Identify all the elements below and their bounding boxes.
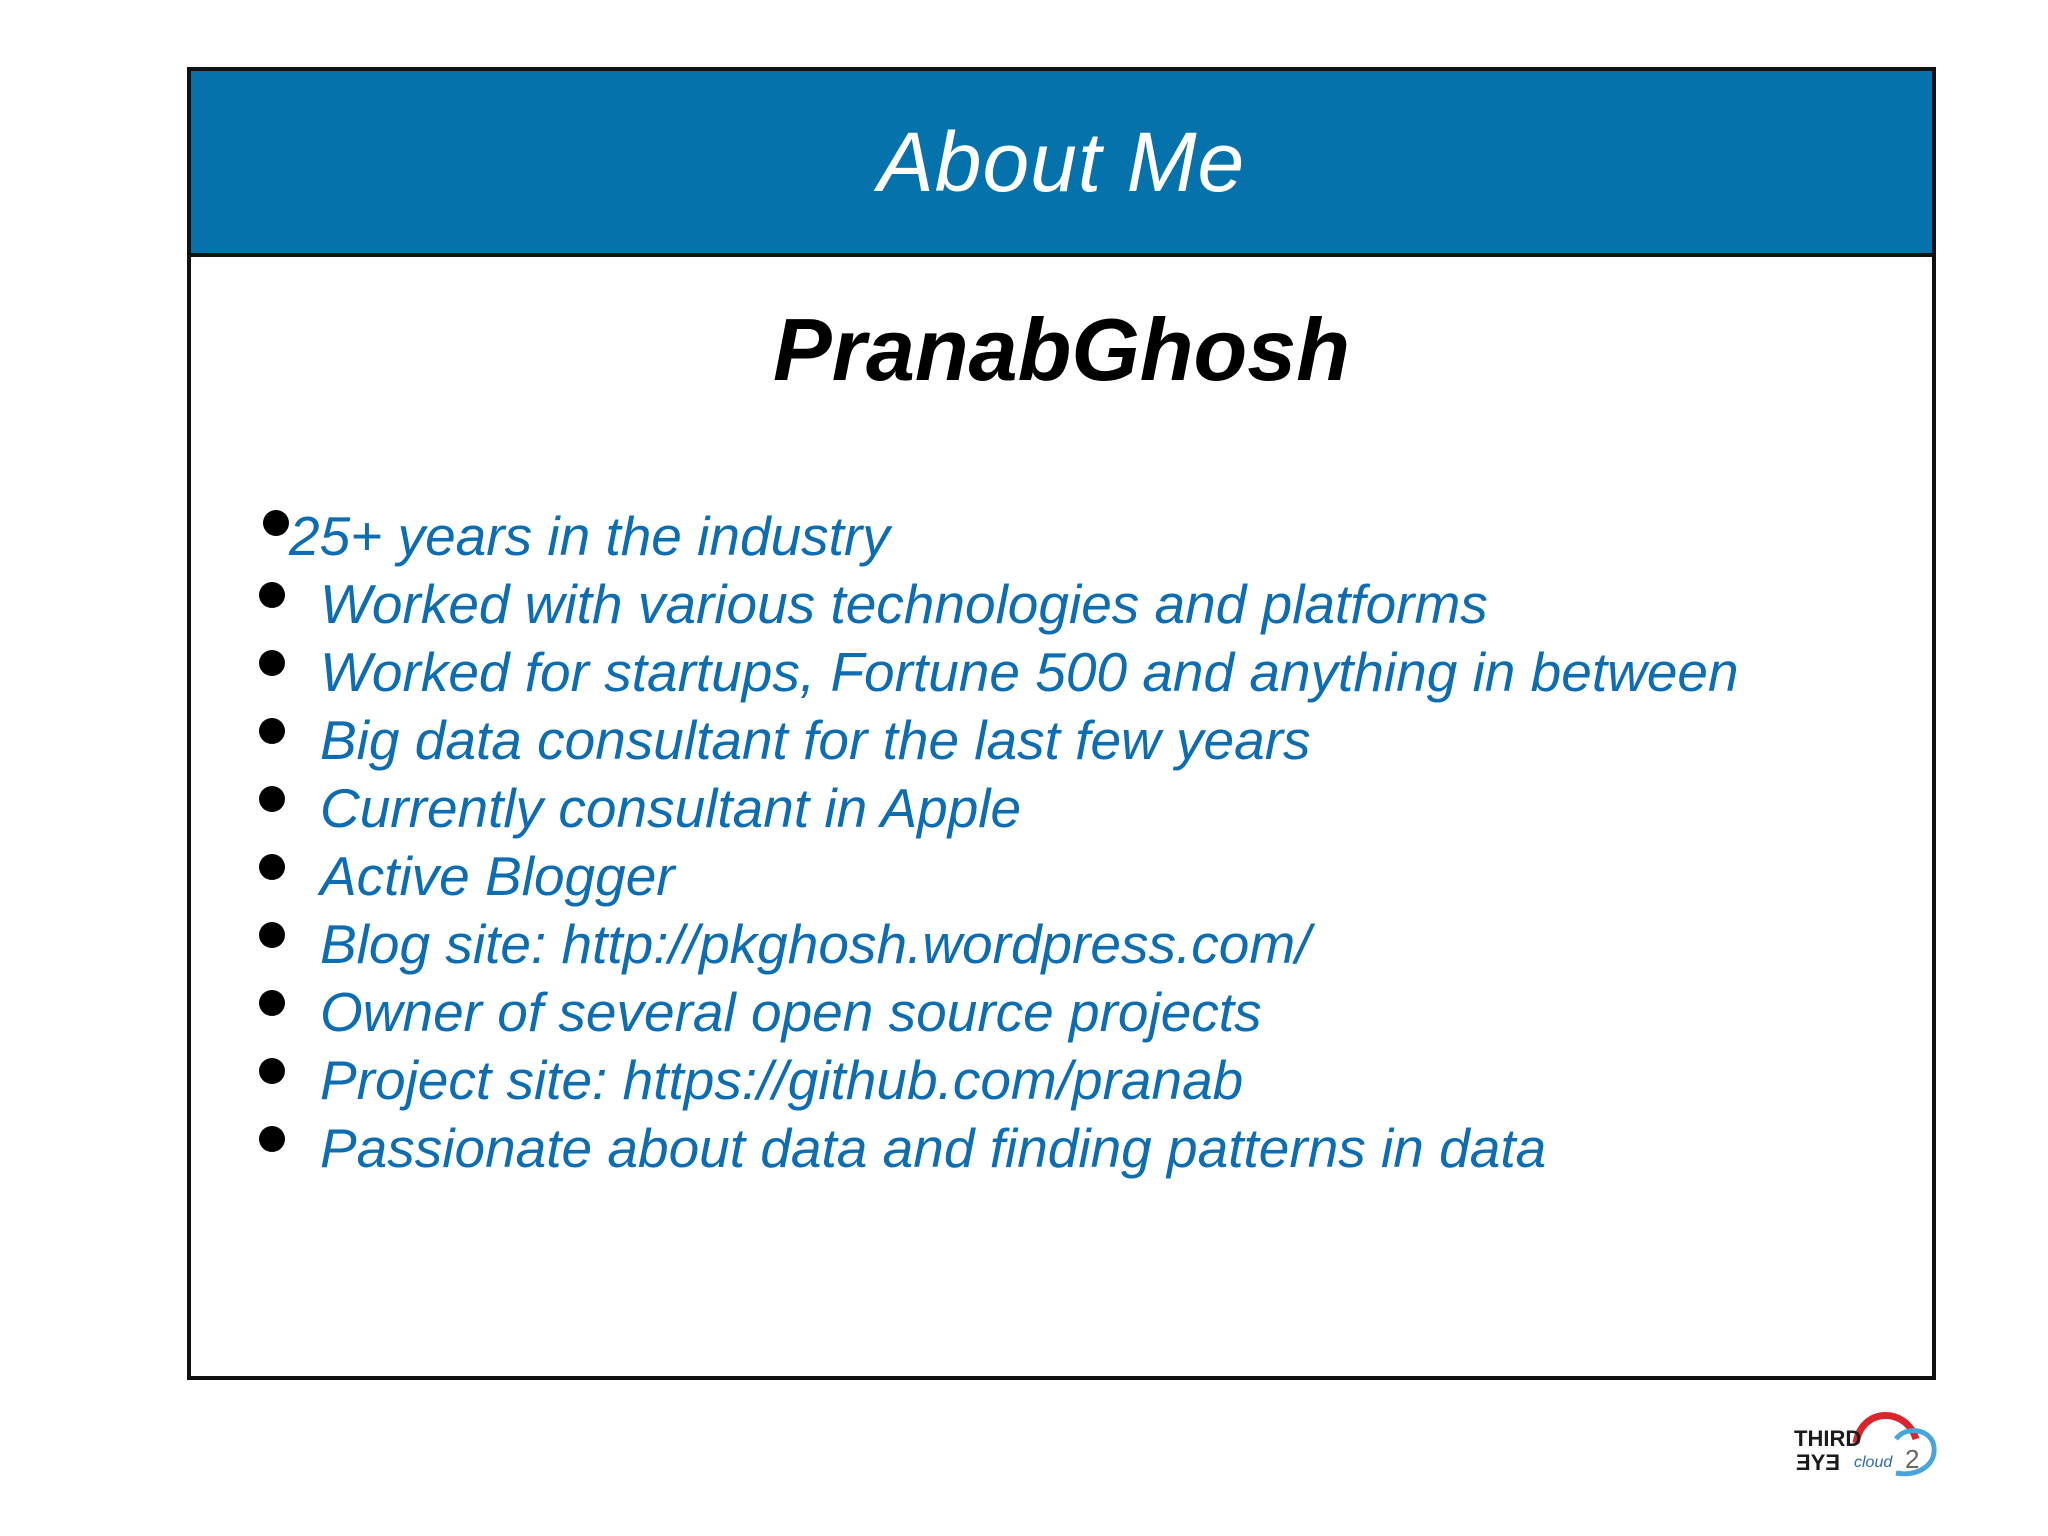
title-bar [191,71,1932,257]
bullet-icon [259,650,285,676]
bullet-icon [259,582,285,608]
bullet-text: Passionate about data and finding patterns in data [320,1117,1547,1179]
bullet-icon [259,990,285,1016]
bullet-text: Owner of several open source projects [320,981,1262,1043]
bullet-icon [263,510,289,536]
name-heading: PranabGhosh [773,300,1350,399]
bullet-text: Currently consultant in Apple [320,777,1022,839]
bullet-text: Project site: https://github.com/pranab [320,1049,1244,1111]
slide-frame [187,67,1936,1380]
bullet-icon [259,1058,285,1084]
page-number: 2 [1905,1444,1920,1474]
logo-word-cloud: cloud [1854,1454,1893,1471]
bullet-icon [259,1126,285,1152]
bullet-text: Big data consultant for the last few years [320,709,1311,771]
bullet-icon [259,922,285,948]
slide-title: About Me [877,114,1246,209]
bullet-text: Blog site: http://pkghosh.wordpress.com/ [320,913,1311,975]
bullet-text: Active Blogger [320,845,675,907]
bullet-text: 25+ years in the industry [289,505,890,567]
bullet-text: Worked with various technologies and platforms [320,573,1488,635]
bullet-icon [259,854,285,880]
bullet-icon [259,718,285,744]
bullet-text: Worked for startups, Fortune 500 and anything in between [320,641,1739,703]
logo-word-eye: EYE [1796,1450,1841,1475]
logo-word-third: THIRD [1794,1426,1862,1451]
bullet-icon [259,786,285,812]
